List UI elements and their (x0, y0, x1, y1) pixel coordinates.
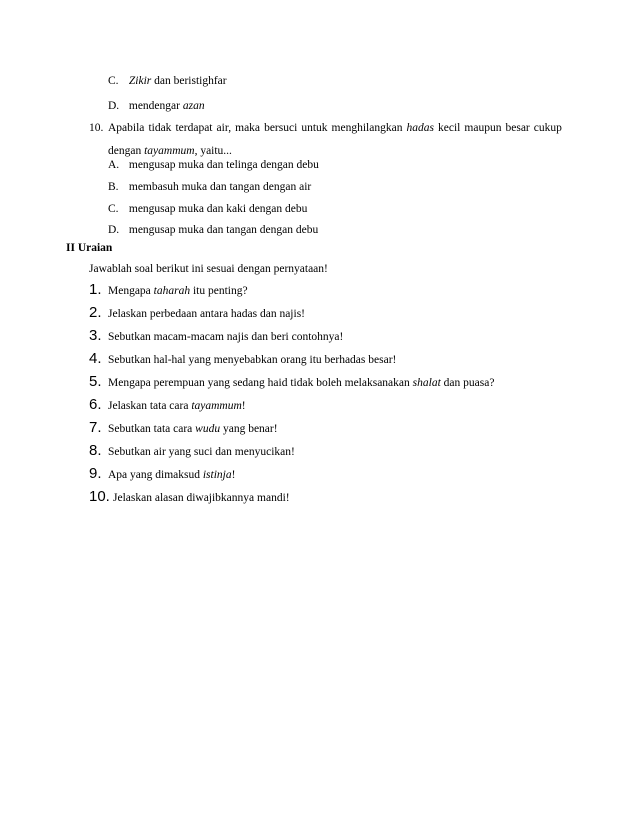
question-number: 8. (89, 442, 102, 459)
option-text: mengusap muka dan telinga dengan debu (128, 159, 319, 171)
question-number: 1. (89, 281, 102, 298)
question-number: 10. (89, 488, 110, 505)
option-text: mengusap muka dan kaki dengan debu (128, 203, 308, 215)
question-number: 9. (89, 465, 102, 482)
question-text: Sebutkan macam-macam najis dan beri contohnya! (108, 331, 344, 343)
question-number: 4. (89, 350, 102, 367)
question-number: 2. (89, 304, 102, 321)
option-text: Zikir dan beristighfar (128, 75, 227, 87)
option-d-prev (108, 99, 205, 113)
option-letter: B. (108, 181, 119, 193)
question-text: Sebutkan air yang suci dan menyucikan! (108, 446, 295, 458)
question-text: Sebutkan tata cara wudu yang benar! (108, 423, 278, 435)
question-text: Mengapa taharah itu penting? (108, 285, 248, 297)
question-10-line2: dengan tayammum, yaitu... (108, 145, 232, 157)
question-text: Mengapa perempuan yang sedang haid tidak boleh melaksanakan shalat dan puasa? (108, 377, 495, 389)
question-number: 6. (89, 396, 102, 413)
question-10-line1: Apabila tidak terdapat air, maka bersuci untuk menghilangkan hadas kecil maupun besar cukup (108, 122, 562, 134)
question-text: Jelaskan perbedaan antara hadas dan najis! (108, 308, 306, 320)
option-text: mengusap muka dan tangan dengan debu (128, 224, 319, 236)
option-letter: C. (108, 75, 119, 87)
option-text: mendengar azan (128, 100, 205, 112)
question-10-option-b (108, 180, 311, 194)
question-text: Sebutkan hal-hal yang menyebabkan orang itu berhadas besar! (108, 354, 397, 366)
question-text: Jelaskan tata cara tayammum! (108, 400, 246, 412)
question-10-option-d (108, 223, 318, 237)
option-letter: A. (108, 159, 120, 171)
option-c-prev (108, 74, 227, 88)
question-number: 3. (89, 327, 102, 344)
question-10-option-a (108, 158, 319, 172)
option-letter: D. (108, 100, 120, 112)
question-text: Apa yang dimaksud istinja! (108, 469, 236, 481)
option-letter: C. (108, 203, 119, 215)
question-10-number: 10. (89, 122, 104, 134)
question-text: Jelaskan alasan diwajibkannya mandi! (113, 492, 290, 504)
option-letter: D. (108, 224, 120, 236)
option-text: membasuh muka dan tangan dengan air (128, 181, 312, 193)
section-title: II Uraian (66, 242, 113, 254)
question-number: 7. (89, 419, 102, 436)
question-number: 5. (89, 373, 102, 390)
question-10-option-c (108, 202, 307, 216)
essay-instruction: Jawablah soal berikut ini sesuai dengan pernyataan! (89, 263, 328, 275)
